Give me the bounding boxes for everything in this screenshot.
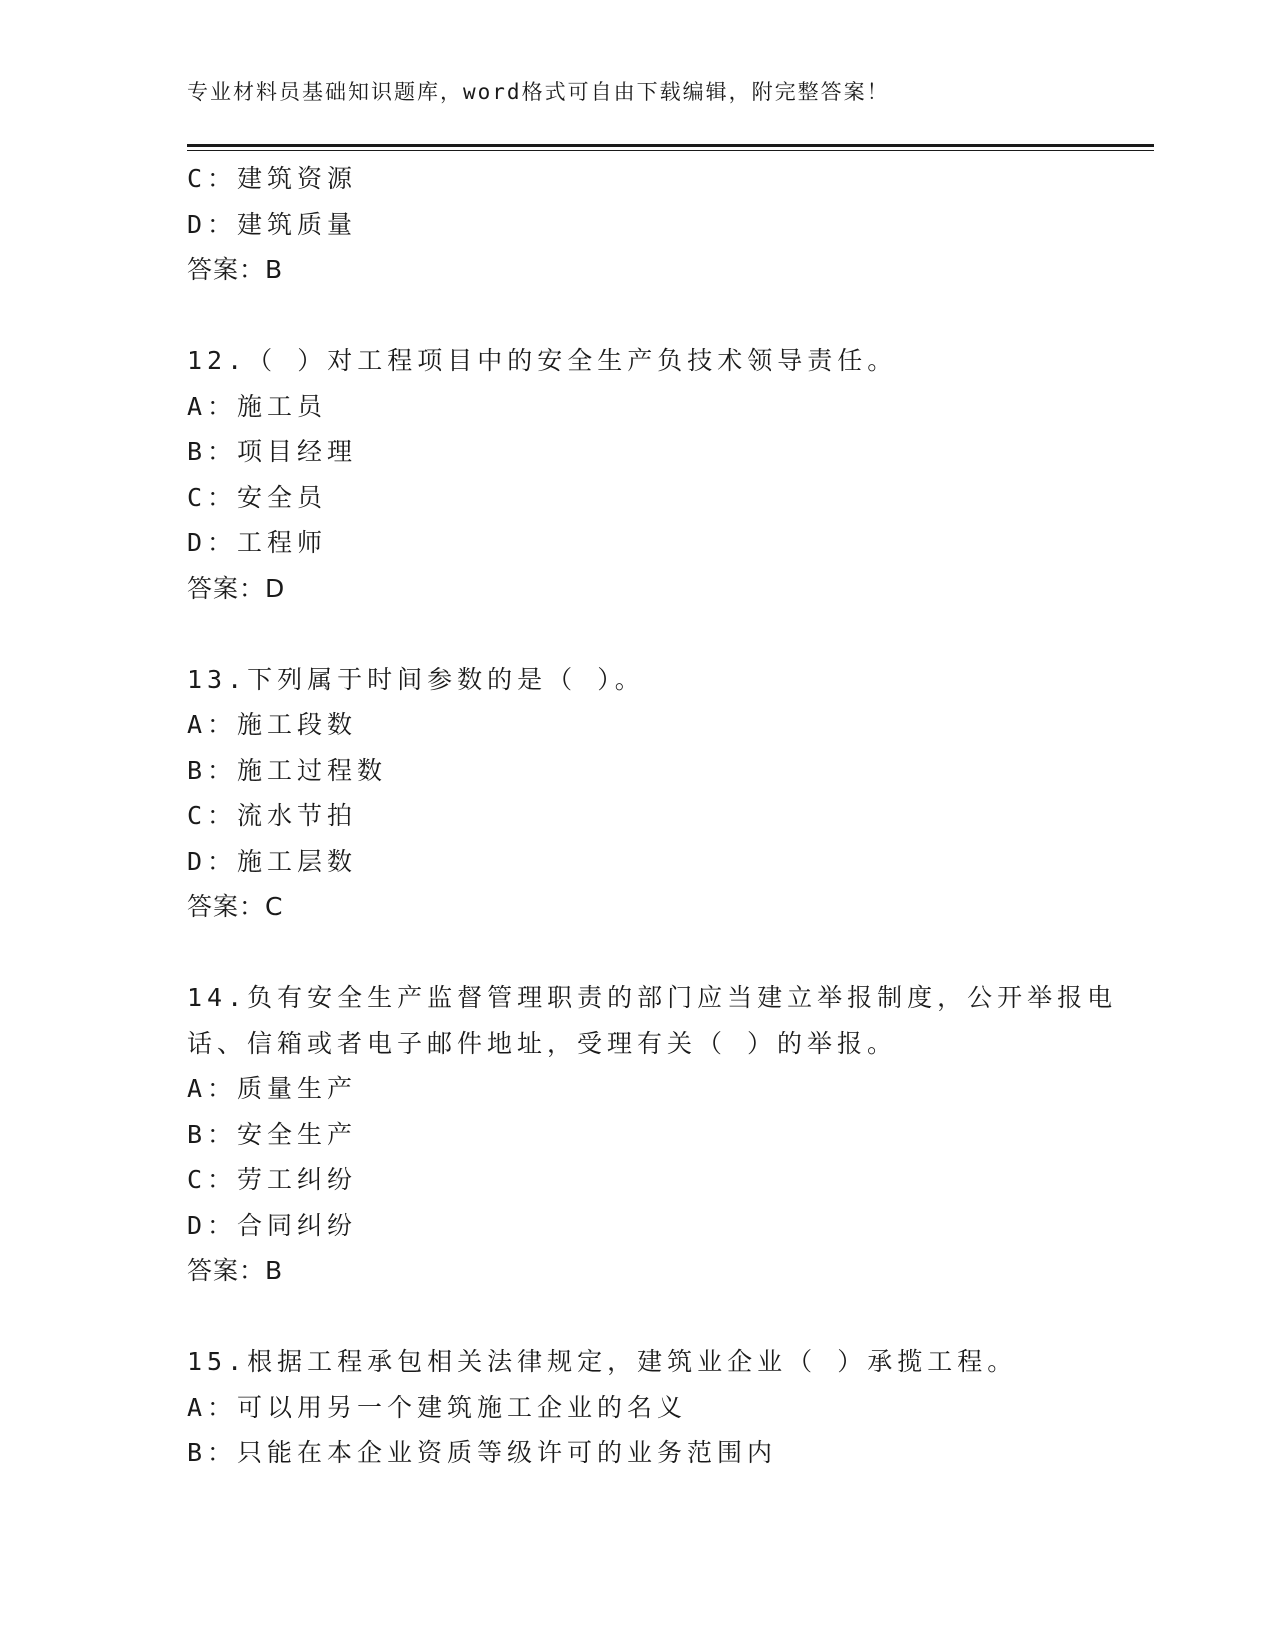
- question-stem: 15.根据工程承包相关法律规定，建筑业企业（ ）承揽工程。: [187, 1347, 1018, 1376]
- answer: 答案：B: [187, 1256, 284, 1285]
- option-d: D：施工层数: [187, 846, 358, 876]
- option-b: B：施工过程数: [187, 755, 388, 785]
- spacer: [187, 293, 1087, 339]
- option-b: B：只能在本企业资质等级许可的业务范围内: [187, 1438, 778, 1467]
- option-b: B：安全生产: [187, 1119, 358, 1149]
- answer: 答案：D: [187, 573, 286, 603]
- option-c: C：安全员: [187, 482, 328, 512]
- question-15: [187, 1339, 1087, 1476]
- question-14: [187, 975, 1118, 1294]
- question-list: [187, 156, 1118, 1476]
- question-stem: 13.下列属于时间参数的是（ ）。: [187, 664, 645, 694]
- answer: 答案：C: [187, 892, 284, 921]
- option-c: C：流水节拍: [187, 801, 358, 830]
- option-c: C：建筑资源: [187, 164, 358, 193]
- question-stem-line-1: 14.负有安全生产监督管理职责的部门应当建立举报制度，公开举报电: [187, 983, 1118, 1012]
- option-a: A：质量生产: [187, 1074, 358, 1103]
- option-b: B：项目经理: [187, 437, 358, 466]
- option-d: D：工程师: [187, 528, 328, 557]
- option-d: D：建筑质量: [187, 209, 358, 239]
- option-c: C：劳工纠纷: [187, 1165, 358, 1194]
- header-rule-thin: [187, 150, 1154, 151]
- question-stem: 12.（ ）对工程项目中的安全生产负技术领导责任。: [187, 346, 898, 375]
- question-13: [187, 657, 1087, 930]
- option-a: A：施工段数: [187, 710, 358, 739]
- page-header: 专业材料员基础知识题库，word格式可自由下载编辑，附完整答案！: [187, 80, 890, 104]
- spacer: [187, 1294, 1087, 1340]
- option-a: A：可以用另一个建筑施工企业的名义: [187, 1392, 688, 1422]
- option-a: A：施工员: [187, 391, 328, 421]
- header-rule-thick: [187, 144, 1154, 147]
- spacer: [187, 611, 1087, 657]
- spacer: [187, 930, 1087, 976]
- question-stem-line-2: 话、信箱或者电子邮件地址，受理有关（ ）的举报。: [187, 1028, 898, 1058]
- question-12: [187, 338, 1087, 611]
- answer: 答案：B: [187, 255, 284, 284]
- option-d: D：合同纠纷: [187, 1210, 358, 1240]
- question-11-continued: [187, 156, 1087, 293]
